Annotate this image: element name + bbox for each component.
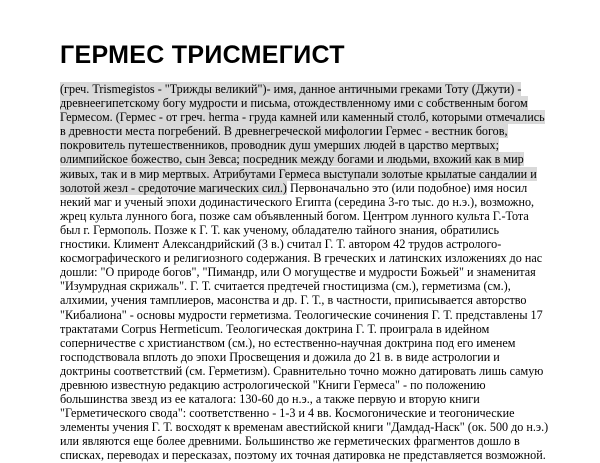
article-body[interactable]	[60, 82, 550, 463]
selected-text[interactable]: (греч. Trismegistos - "Трижды великий")- имя, данное античными греками Тоту (Джути) - древнеегипетскому богу мудрости и письма, отождествленному ими с собственным богом Гермесом. (Гермес - от греч. herma - груда камней или каменный столб, которыми отмечались в древности места погребений. В древнегреческой мифологии Гермес - вестник богов, покровитель путешественников, проводник душ умерших людей в царство мертвых; олимпийское божество, сын Зевса; посредник между богами и людьми, вхожий как в мир живых, так и в мир мертвых. Атрибутами Гермеса выступали золотые крылатые сандалии и золотой жезл - средоточие магических сил.)	[60, 82, 545, 195]
article-body-text[interactable]: Первоначально это (или подобное) имя носил некий маг и ученый эпохи додинастического Египта (середина 3-го тыс. до н.э.), возможно, жрец культа лунного бога, позже сам объявленный богом. Центром лунного культа Г.-Тота был г. Гермополь. Позже к Г. Т. как ученому, обладателю тайного знания, обратились гностики. Климент Александрийский (3 в.) считал Г. Т. автором 42 трудов астролого-космографического и религиозного содержания. В греческих и латинских изложениях до нас дошли: "О природе богов", "Пимандр, или О могуществе и мудрости Божьей" и знаменитая "Изумрудная скрижаль". Г. Т. считается предтечей гностицизма (см.), герметизма (см.), алхимии, учения тамплиеров, масонства и др. Г. Т., в частности, приписывается авторство "Кибалиона" - основы мудрости герметизма. Теологические сочинения Г. Т. представлены 17 трактатами Corpus Hermeticum. Теологическая доктрина Г. Т. проиграла в идейном соперничестве с христианством (см.), но естественно-научная доктрина под его именем господствовала вплоть до эпохи Просвещения и дожила до 21 в. в виде астрологии и доктрины соответствий (см. Герметизм). Сравнительно точно можно датировать лишь самую древнюю известную редакцию астрологической "Книги Гермеса" - по положению большинства звезд из ее каталога: 130-60 до н.э., а также первую и вторую книги "Герметического свода": соответственно - 1-3 и 4 вв. Космогонические и теогонические элементы учения Г. Т. восходят к временам авестийской книги "Дамдад-Наск" (ок. 500 до н.э.) или являются еще более древними. Большинство же герметических фрагментов дошло в списках, переводах и пересказах, поэтому их точная датировка не представляется возможной.	[60, 180, 549, 463]
page-title: ГЕРМЕС ТРИСМЕГИСТ	[60, 41, 345, 69]
